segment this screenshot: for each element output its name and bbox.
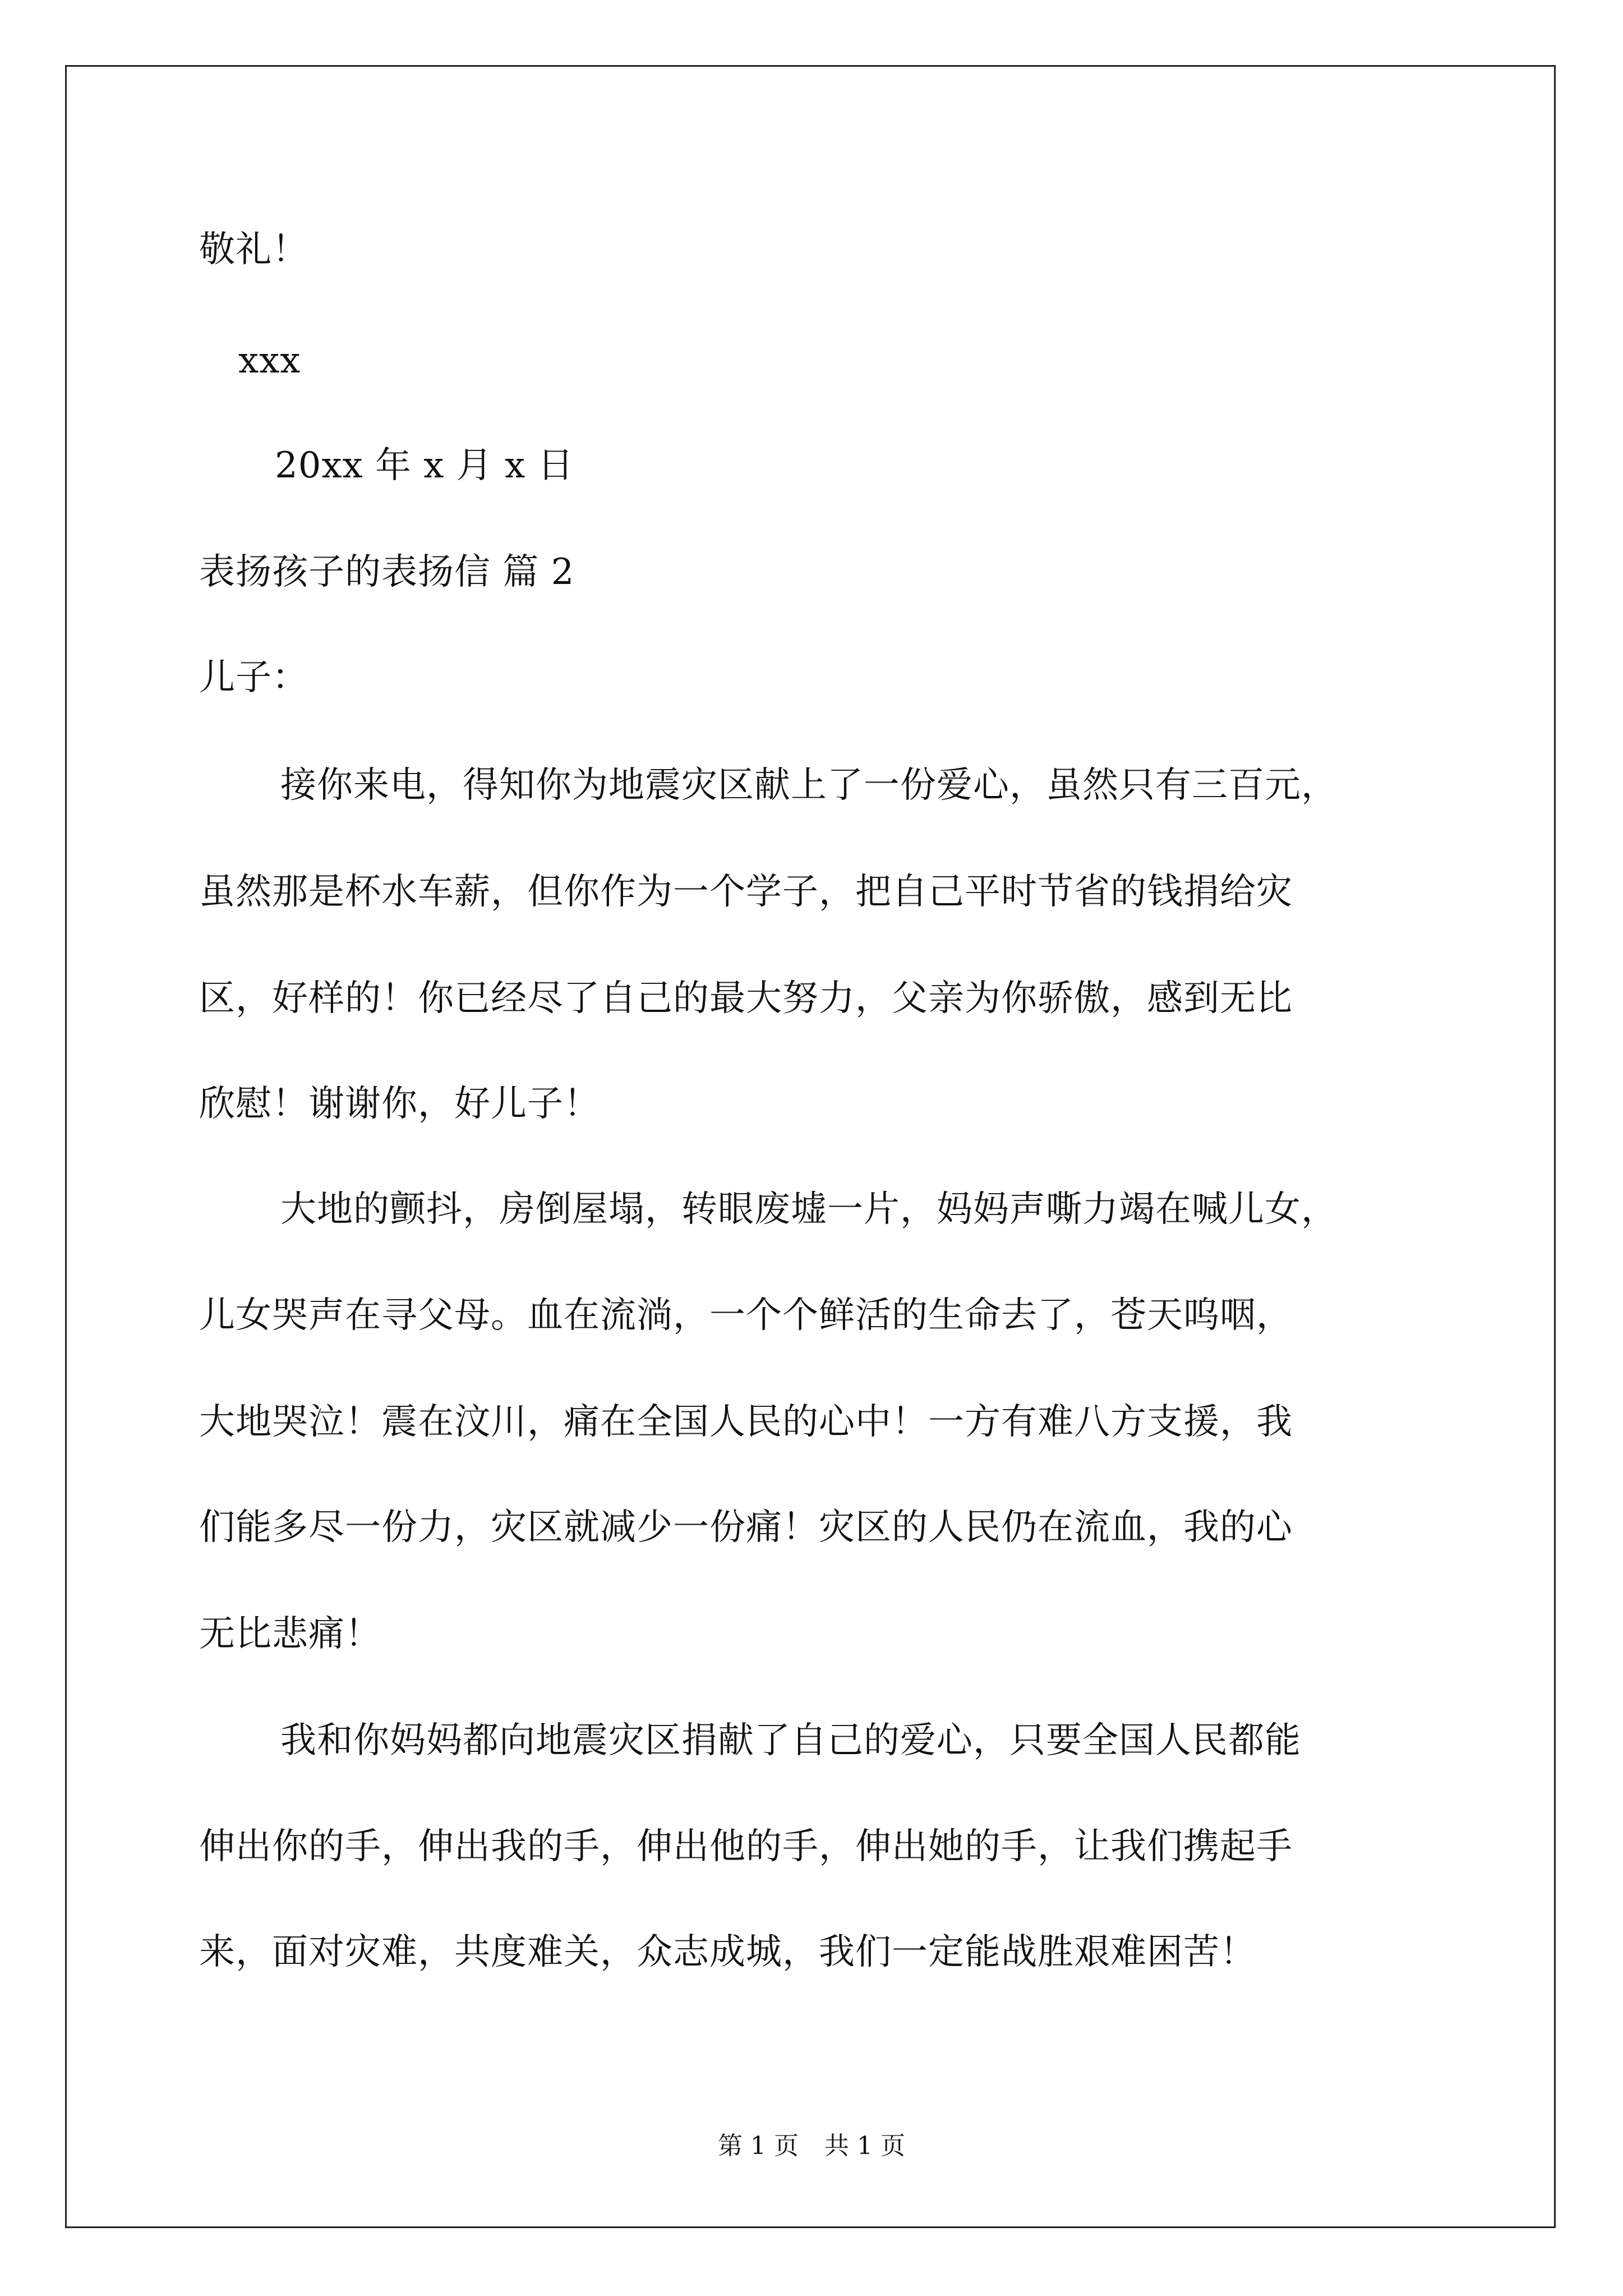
page-border [65, 65, 1556, 2228]
greeting: 儿子： [199, 657, 308, 698]
body-line: 伸出你的手，伸出我的手，伸出他的手，伸出她的手，让我们携起手 [199, 1826, 1293, 1867]
page-footer [0, 2131, 1623, 2162]
section-title: 表扬孩子的表扬信 篇 2 [199, 551, 575, 593]
body-line: 虽然那是杯水车薪，但你作为一个学子，把自己平时节省的钱捐给灾 [199, 871, 1293, 913]
page-number: 第 1 页 [718, 2132, 799, 2160]
body-line: 来，面对灾难，共度难关，众志成城，我们一定能战胜艰难困苦！ [199, 1931, 1256, 1973]
body-line: 区，好样的！你已经尽了自己的最大努力，父亲为你骄傲，感到无比 [199, 978, 1293, 1019]
page-total: 共 1 页 [824, 2132, 905, 2160]
signature: xxx [238, 340, 301, 381]
body-line: 接你来电，得知你为地震灾区献上了一份爱心，虽然只有三百元， [280, 765, 1338, 806]
closing-salute: 敬礼！ [199, 229, 308, 270]
body-line: 儿女哭声在寻父母。血在流淌，一个个鲜活的生命去了，苍天呜咽， [199, 1295, 1293, 1336]
body-line: 大地哭泣！震在汶川，痛在全国人民的心中！一方有难八方支援，我 [199, 1401, 1293, 1443]
letter-date: 20xx 年 x 月 x 日 [275, 445, 574, 486]
body-line: 们能多尽一份力，灾区就减少一份痛！灾区的人民仍在流血，我的心 [199, 1507, 1293, 1548]
body-line: 欣慰！谢谢你，好儿子！ [199, 1083, 600, 1125]
body-line: 无比悲痛！ [199, 1613, 381, 1655]
body-line: 大地的颤抖，房倒屋塌，转眼废墟一片，妈妈声嘶力竭在喊儿女， [280, 1189, 1338, 1230]
body-line: 我和你妈妈都向地震灾区捐献了自己的爱心，只要全国人民都能 [280, 1720, 1301, 1761]
